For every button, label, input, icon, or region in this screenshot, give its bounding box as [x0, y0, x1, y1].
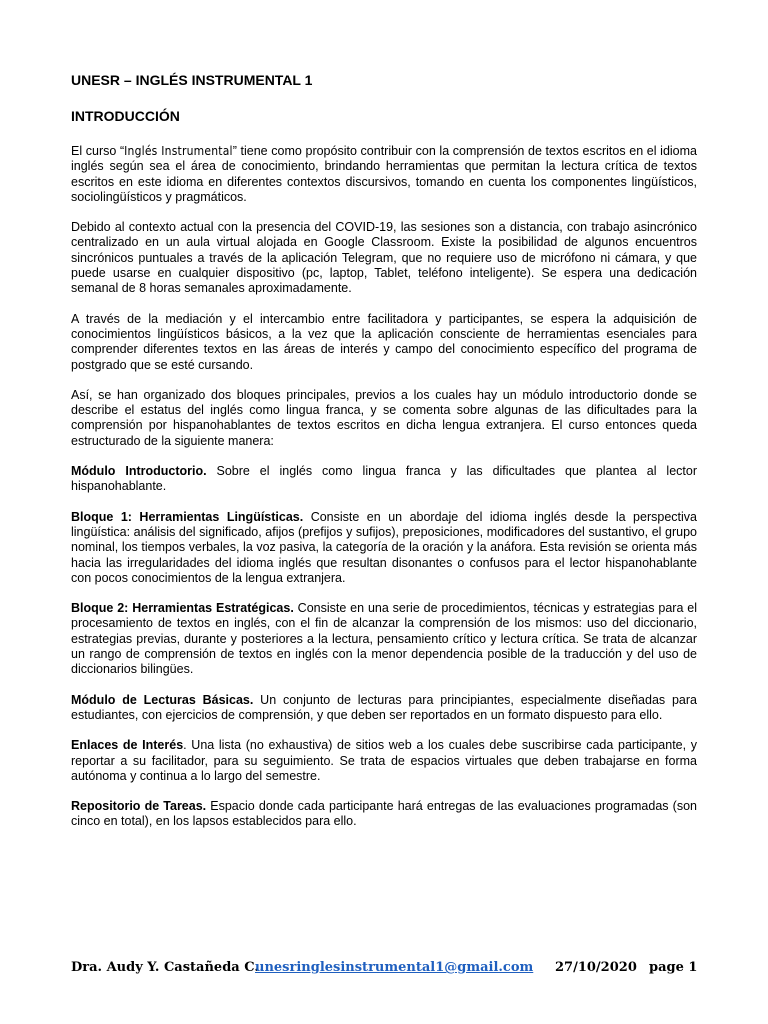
block-lead: Módulo Introductorio. — [71, 464, 207, 479]
document-title: UNESR – INGLÉS INSTRUMENTAL 1 — [71, 72, 313, 88]
block-lead: Bloque 1: Herramientas Lingüísticas. — [71, 509, 304, 524]
paragraph-mediacion: A través de la mediación y el intercambio entre facilitadora y participantes, se espera la adquisición de conocimientos lingüísticos básicos, a la vez que la aplicación consciente de herramientas esenciales para comprender diferentes textos en las áreas de interés y campo del conocimiento específico del programa de postgrado que se esté cursando. — [71, 311, 697, 372]
block-lead: Bloque 2: Herramientas Estratégicas. — [71, 601, 294, 616]
block-modulo-introductorio — [71, 464, 697, 495]
block-text: Un conjunto de lecturas para principiantes, especialmente diseñadas para estudiantes, con ejercicios de comprensión, y que deben ser reportados en un formato dispuesto para ello. — [71, 692, 697, 722]
block-lead: Repositorio de Tareas. — [71, 799, 207, 814]
block-text: Consiste en una serie de procedimientos, técnicas y estrategias para el procesamiento de textos en inglés, con el fin de alcanzar la comprensión de los mismos: uso del diccionario, estrategias previas, durante y posteriores a la lectura, pensamiento crítico y lectura crítica. Se trata de alcanzar un rango de comprensión de textos en inglés con la menor dependencia posible de la traducción y del uso de diccionarios bilingües. — [71, 601, 697, 677]
block-text: Sobre el inglés como lingua franca y las dificultades que plantea al lector hispanohablante. — [71, 464, 697, 494]
footer-page-number: page 1 — [649, 960, 698, 975]
intro-text-before: El curso “ — [71, 144, 125, 158]
intro-text-after: ” tiene como propósito contribuir con la comprensión de textos escritos en el idioma inglés según sea el área de conocimiento, brindando herramientas que permitan la lectura crítica de textos escritos en este idioma en diferentes contextos discursivos, tomando en cuenta los componentes lingüísticos, sociolingüísticos y pragmáticos. — [71, 144, 698, 204]
course-name: Inglés Instrumental — [124, 144, 233, 158]
block-text: . Una lista (no exhaustiva) de sitios web a los cuales debe suscribirse cada participante, y reportar a su facilitador, para su seguimiento. Se trata de espacios virtuales que deben trabajarse en forma autónoma y continua a lo largo del semestre. — [71, 738, 698, 783]
section-title-introduccion: INTRODUCCIÓN — [71, 108, 180, 124]
footer-date: 27/10/2020 — [555, 960, 637, 975]
paragraph-organizacion: Así, se han organizado dos bloques principales, previos a los cuales hay un módulo introductorio donde se describe el estatus del inglés como lingua franca, y se comenta sobre algunas de las dificultades para la comprensión por hispanohablantes de textos escritos en dicha lengua extranjera. El curso entonces queda estructurado de la siguiente manera: — [71, 387, 697, 448]
paragraph-intro — [71, 144, 697, 205]
paragraph-covid: Debido al contexto actual con la presencia del COVID-19, las sesiones son a distancia, con trabajo asincrónico centralizado en un aula virtual alojada en Google Classroom. Existe la posibilidad de algunos encuentros sincrónicos puntuales a través de la aplicación Telegram, que no requiere uso de micrófono ni cámara, y que puede usarse en cualquier dispositivo (pc, laptop, Tablet, teléfono inteligente). Se espera una dedicación semanal de 8 horas semanales aproximadamente. — [71, 220, 697, 296]
block-bloque-1 — [71, 510, 697, 586]
block-enlaces-de-interes — [71, 738, 697, 784]
document-body — [71, 72, 697, 845]
block-lecturas-basicas — [71, 693, 697, 724]
block-lead: Módulo de Lecturas Básicas. — [71, 692, 254, 707]
block-lead: Enlaces de Interés — [71, 738, 184, 753]
page-footer — [71, 960, 697, 980]
footer-email-link[interactable]: unesringlesinstrumental1@gmail.com — [255, 960, 534, 975]
block-text: Consiste en un abordaje del idioma inglés desde la perspectiva lingüística: análisis del significado, afijos (prefijos y sufijos), preposiciones, modificadores del sustantivo, el grupo nominal, los tiempos verbales, la voz pasiva, la categoría de la oración y la anáfora. Esta revisión se orienta más hacia las irregularidades del idioma inglés que resultan disonantes o confusos para el lector hispanohablante con pocos conocimientos de la lengua extranjera. — [71, 509, 697, 585]
block-bloque-2 — [71, 601, 697, 677]
block-text: Espacio donde cada participante hará entregas de las evaluaciones programadas (son cinco en total), en los lapsos establecidos para ello. — [71, 799, 697, 829]
block-repositorio-de-tareas — [71, 799, 697, 830]
footer-author: Dra. Audy Y. Castañeda C. — [71, 960, 259, 975]
